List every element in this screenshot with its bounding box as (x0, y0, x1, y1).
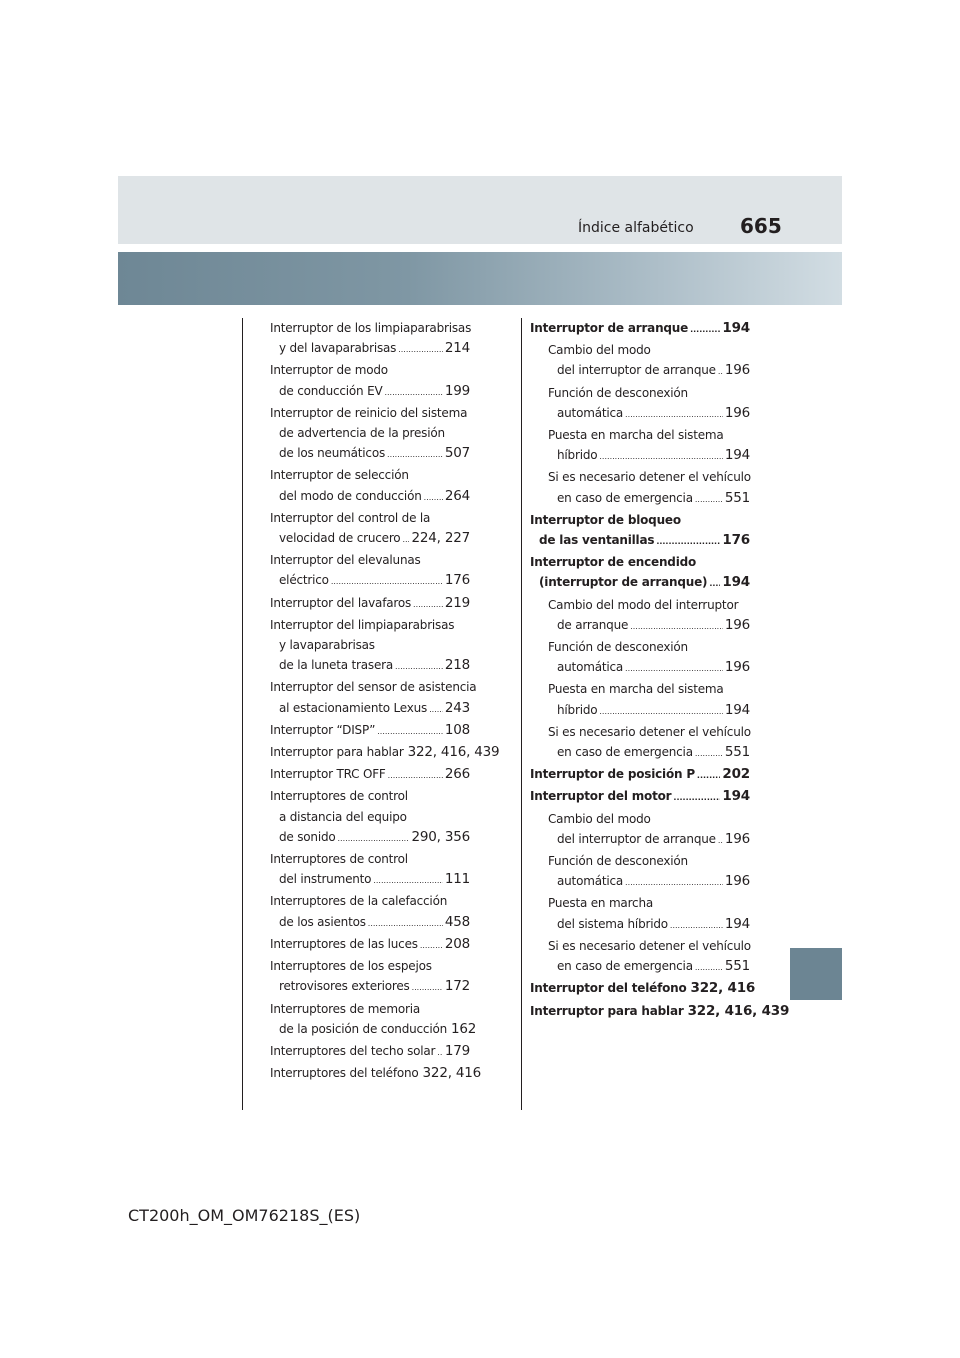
index-term: Interruptores de memoria (270, 1001, 421, 1016)
dot-leader (388, 766, 443, 786)
index-term: del instrumento (279, 872, 372, 887)
index-entry-line (530, 637, 750, 657)
page-reference: 264 (444, 487, 470, 504)
index-term: Interruptores de control (270, 789, 408, 804)
index-entry-line (270, 486, 470, 508)
index-term: de la luneta trasera (279, 658, 394, 673)
dot-leader (429, 700, 443, 720)
page-reference: 172 (444, 978, 470, 995)
page-reference: 458 (444, 913, 470, 930)
index-term: retrovisores exteriores (279, 979, 410, 994)
page-reference: 196 (724, 873, 750, 890)
index-entry-line (530, 467, 750, 487)
index-entry (530, 679, 750, 721)
index-entry-line (270, 403, 470, 423)
index-entry-line (530, 786, 750, 808)
dot-leader (695, 490, 723, 510)
index-entry-line (270, 423, 470, 443)
dot-leader (670, 916, 723, 936)
index-entry-line (270, 869, 470, 891)
center-column-rule (521, 318, 522, 1110)
index-term: Interruptor del elevalunas (270, 553, 421, 568)
page-reference: 266 (444, 766, 470, 783)
index-entry-line (530, 871, 750, 893)
index-term: Interruptores de la calefacción (270, 894, 448, 909)
page-reference: 111 (444, 871, 470, 888)
index-entry (270, 1041, 470, 1063)
index-term: al estacionamiento Lexus (279, 700, 428, 715)
index-term: Interruptor de selección (270, 468, 409, 483)
dot-leader (709, 574, 720, 594)
index-term: automática (557, 874, 624, 889)
index-entry (270, 318, 470, 360)
index-term: Puesta en marcha del sistema (548, 428, 724, 443)
index-entry-line (270, 807, 470, 827)
index-entry-line (270, 912, 470, 934)
index-term: Interruptor para hablar (270, 745, 404, 760)
header-gradient-bar (118, 252, 842, 305)
dot-leader (368, 914, 443, 934)
index-entry-line (270, 999, 470, 1019)
index-entry (530, 467, 750, 509)
dot-leader (437, 1043, 443, 1063)
index-entry-line (530, 829, 750, 851)
index-term: Interruptor de encendido (530, 555, 697, 570)
index-term: Interruptor del sensor de asistencia (270, 680, 477, 695)
page-reference: 194 (724, 447, 750, 464)
index-term: velocidad de crucero (279, 531, 401, 546)
index-term: y del lavaparabrisas (279, 341, 397, 356)
page-reference: 551 (724, 744, 750, 761)
index-term: Puesta en marcha del sistema (548, 682, 724, 697)
header-band (118, 176, 842, 244)
dot-leader (625, 405, 723, 425)
index-entry-line (270, 1041, 470, 1063)
dot-leader (695, 744, 723, 764)
index-entry-line (270, 655, 470, 677)
page-reference: 322, 416, 439 (687, 1002, 790, 1019)
index-entry-line (270, 764, 470, 786)
index-entry-line (530, 851, 750, 871)
index-term: Interruptor de arranque (530, 321, 689, 335)
index-term: del interruptor de arranque (557, 831, 716, 846)
index-term: híbrido (557, 448, 598, 463)
index-entry (270, 934, 470, 956)
page-reference: 507 (444, 445, 470, 462)
index-term: Interruptor del lavafaros (270, 595, 412, 610)
dot-leader (420, 936, 443, 956)
dot-leader (413, 595, 443, 615)
left-column-rule (242, 318, 243, 1110)
index-term: Interruptor de reinicio del sistema (270, 405, 468, 420)
index-entry-line (530, 956, 750, 978)
index-entry (530, 595, 750, 637)
index-entry (270, 720, 470, 742)
index-entry (270, 465, 470, 507)
index-entry-line (270, 976, 470, 998)
index-term: Interruptores del teléfono (270, 1066, 419, 1081)
index-entry-line (270, 593, 470, 615)
dot-leader (412, 978, 443, 998)
index-entry (270, 849, 470, 891)
index-entry-line (270, 891, 470, 911)
index-term: de las ventanillas (539, 533, 655, 548)
index-term: en caso de emergencia (557, 490, 693, 505)
index-entry (270, 403, 470, 466)
index-entry-line (270, 677, 477, 697)
index-term: en caso de emergencia (557, 959, 693, 974)
index-entry (270, 742, 500, 764)
index-entry-line (530, 403, 750, 425)
index-entry (530, 425, 750, 467)
page-reference: 179 (444, 1042, 470, 1059)
dot-leader (331, 572, 443, 592)
chapter-tab (790, 948, 842, 1000)
dot-leader (673, 788, 720, 808)
index-term: Si es necesario detener el vehículo (548, 938, 751, 953)
index-entry (530, 510, 750, 552)
index-entry-line (530, 914, 750, 936)
index-term: del interruptor de arranque (557, 363, 716, 378)
index-term: Si es necesario detener el vehículo (548, 724, 751, 739)
index-entry-line (530, 978, 756, 1000)
page-reference: 322, 416 (422, 1065, 482, 1082)
dot-leader (373, 871, 443, 891)
index-term: Si es necesario detener el vehículo (548, 470, 751, 485)
index-entry (530, 1001, 790, 1023)
page-reference: 196 (724, 830, 750, 847)
page-reference: 551 (724, 958, 750, 975)
index-term: de conducción EV (279, 383, 383, 398)
index-entry (270, 999, 477, 1041)
index-entry-line (530, 809, 750, 829)
index-entry-line (270, 615, 470, 635)
index-entry-line (530, 425, 750, 445)
index-term: (interruptor de arranque) (539, 575, 708, 590)
index-entry-line (530, 340, 750, 360)
page-reference: 202 (722, 766, 750, 783)
index-entry (530, 851, 750, 893)
index-term: automática (557, 405, 624, 420)
index-entry (530, 318, 750, 340)
index-term: Interruptor “DISP” (270, 722, 376, 737)
dot-leader (395, 657, 443, 677)
page-reference: 194 (724, 701, 750, 718)
page-reference: 243 (444, 699, 470, 716)
index-term: en caso de emergencia (557, 745, 693, 760)
dot-leader (398, 340, 443, 360)
dot-leader (599, 702, 722, 722)
page-reference: 194 (722, 788, 750, 805)
page-reference: 196 (724, 362, 750, 379)
index-entry-line (270, 550, 470, 570)
page-reference: 176 (722, 532, 750, 549)
index-entry-line (530, 488, 750, 510)
page-reference: 218 (444, 657, 470, 674)
page-reference: 208 (444, 935, 470, 952)
index-term: Función de desconexión (548, 854, 688, 869)
index-term: Interruptores de las luces (270, 936, 418, 951)
index-term: de arranque (557, 617, 629, 632)
index-entry-line (530, 572, 750, 594)
index-entry (530, 978, 756, 1000)
index-term: Interruptor TRC OFF (270, 767, 386, 782)
page-reference: 322, 416 (690, 980, 756, 997)
dot-leader (630, 617, 723, 637)
index-entry-line (270, 1063, 482, 1085)
index-entry (270, 1063, 482, 1085)
page-number: 665 (740, 214, 782, 238)
dot-leader (656, 532, 720, 552)
index-entry-line (270, 528, 470, 550)
index-entry (270, 786, 470, 849)
index-entry-line (270, 786, 470, 806)
index-term: Cambio del modo del interruptor (548, 597, 739, 612)
index-term: Interruptor de posición P (530, 767, 695, 782)
dot-leader (625, 873, 723, 893)
dot-leader (387, 445, 443, 465)
index-entry-line (530, 1001, 790, 1023)
index-entry-line (530, 318, 750, 340)
index-entry-line (270, 443, 470, 465)
page-reference: 196 (724, 659, 750, 676)
index-entry-line (530, 510, 750, 530)
index-entry (530, 383, 750, 425)
index-entry-line (270, 360, 470, 380)
index-entry (270, 764, 470, 786)
page-reference: 224, 227 (411, 530, 470, 547)
index-term: de los asientos (279, 914, 366, 929)
page-reference: 108 (444, 721, 470, 738)
page-reference: 219 (444, 594, 470, 611)
document-code: CT200h_OM_OM76218S_(ES) (128, 1206, 361, 1225)
index-term: Interruptor del motor (530, 789, 672, 804)
index-entry (270, 593, 470, 615)
index-entry-line (530, 764, 750, 786)
index-term: Interruptor de modo (270, 363, 388, 378)
page-reference: 551 (724, 489, 750, 506)
index-entry-line (270, 956, 470, 976)
index-term: Interruptor del limpiaparabrisas (270, 617, 455, 632)
index-entry (530, 893, 750, 935)
index-entry-line (270, 338, 470, 360)
index-term: del sistema híbrido (557, 916, 668, 931)
index-entry (530, 637, 750, 679)
index-entry-line (270, 1019, 477, 1041)
index-term: Interruptor del control de la (270, 510, 431, 525)
index-term: Cambio del modo (548, 343, 651, 358)
index-entry-line (530, 595, 750, 615)
dot-leader (599, 447, 722, 467)
index-entry-line (530, 552, 750, 572)
index-entry-line (530, 530, 750, 552)
index-term: Interruptores del techo solar (270, 1043, 436, 1058)
index-term: híbrido (557, 702, 598, 717)
index-entry-line (530, 383, 750, 403)
page-reference: 194 (722, 574, 750, 591)
index-term: Interruptores de los espejos (270, 959, 432, 974)
index-term: a distancia del equipo (279, 809, 407, 824)
dot-leader (718, 831, 723, 851)
index-term: Función de desconexión (548, 385, 688, 400)
index-term: automática (557, 660, 624, 675)
dot-leader (695, 958, 723, 978)
dot-leader (384, 383, 442, 403)
index-column-right (530, 318, 790, 1023)
dot-leader (402, 530, 409, 550)
page-reference: 162 (451, 1020, 477, 1037)
index-entry (270, 360, 470, 402)
dot-leader (377, 722, 443, 742)
index-entry (530, 809, 750, 851)
page-reference: 214 (444, 340, 470, 357)
index-entry (270, 508, 470, 550)
page-reference: 199 (444, 382, 470, 399)
index-entry (270, 615, 470, 678)
index-entry-line (530, 445, 750, 467)
section-title: Índice alfabético (578, 220, 694, 236)
index-entry-line (270, 318, 470, 338)
index-term: de sonido (279, 829, 336, 844)
index-column-left (270, 318, 500, 1085)
index-entry (270, 891, 470, 933)
page-reference: 194 (722, 320, 750, 336)
index-term: Interruptor de bloqueo (530, 512, 681, 527)
index-term: Puesta en marcha (548, 896, 654, 911)
index-entry (530, 764, 750, 786)
index-entry-line (270, 508, 470, 528)
index-entry-line (270, 934, 470, 956)
index-entry-line (530, 722, 750, 742)
index-entry-line (270, 465, 470, 485)
page-reference: 290, 356 (411, 828, 470, 845)
index-entry-line (270, 698, 470, 720)
index-entry-line (530, 700, 750, 722)
index-term: Cambio del modo (548, 811, 651, 826)
index-entry (270, 956, 470, 998)
index-entry (270, 550, 470, 592)
index-term: de la posición de conducción (279, 1021, 448, 1036)
page-reference: 176 (444, 572, 470, 589)
index-entry-line (530, 936, 750, 956)
index-entry-line (530, 657, 750, 679)
index-term: del modo de conducción (279, 488, 422, 503)
page-reference: 322, 416, 439 (407, 744, 500, 761)
index-entry-line (530, 615, 750, 637)
index-entry-line (530, 360, 750, 382)
index-entry-line (270, 827, 470, 849)
index-entry (530, 340, 750, 382)
index-entry (270, 677, 477, 719)
index-term: eléctrico (279, 573, 329, 588)
index-term: Interruptores de control (270, 852, 408, 867)
index-entry-line (270, 635, 470, 655)
index-entry-line (530, 893, 750, 913)
index-entry-line (530, 742, 750, 764)
index-term: Interruptor de los limpiaparabrisas (270, 321, 472, 335)
index-term: Función de desconexión (548, 640, 688, 655)
dot-leader (718, 362, 723, 382)
dot-leader (625, 659, 723, 679)
page-reference: 194 (724, 915, 750, 932)
index-entry-line (270, 570, 470, 592)
page-reference: 196 (724, 616, 750, 633)
index-entry (530, 722, 750, 764)
page-reference: 196 (724, 404, 750, 421)
dot-leader (338, 829, 410, 849)
index-entry-line (270, 849, 470, 869)
dot-leader (697, 766, 720, 786)
index-entry-line (270, 720, 470, 742)
index-entry (530, 786, 750, 808)
index-entry-line (530, 679, 750, 699)
index-term: y lavaparabrisas (279, 638, 375, 653)
index-term: de advertencia de la presión (279, 426, 445, 441)
index-term: Interruptor del teléfono (530, 981, 687, 996)
index-entry-line (270, 742, 500, 764)
dot-leader (424, 488, 443, 508)
index-entry (530, 552, 750, 594)
index-entry-line (270, 381, 470, 403)
index-term: de los neumáticos (279, 446, 386, 461)
dot-leader (690, 320, 720, 340)
index-entry (530, 936, 750, 978)
index-term: Interruptor para hablar (530, 1003, 684, 1018)
